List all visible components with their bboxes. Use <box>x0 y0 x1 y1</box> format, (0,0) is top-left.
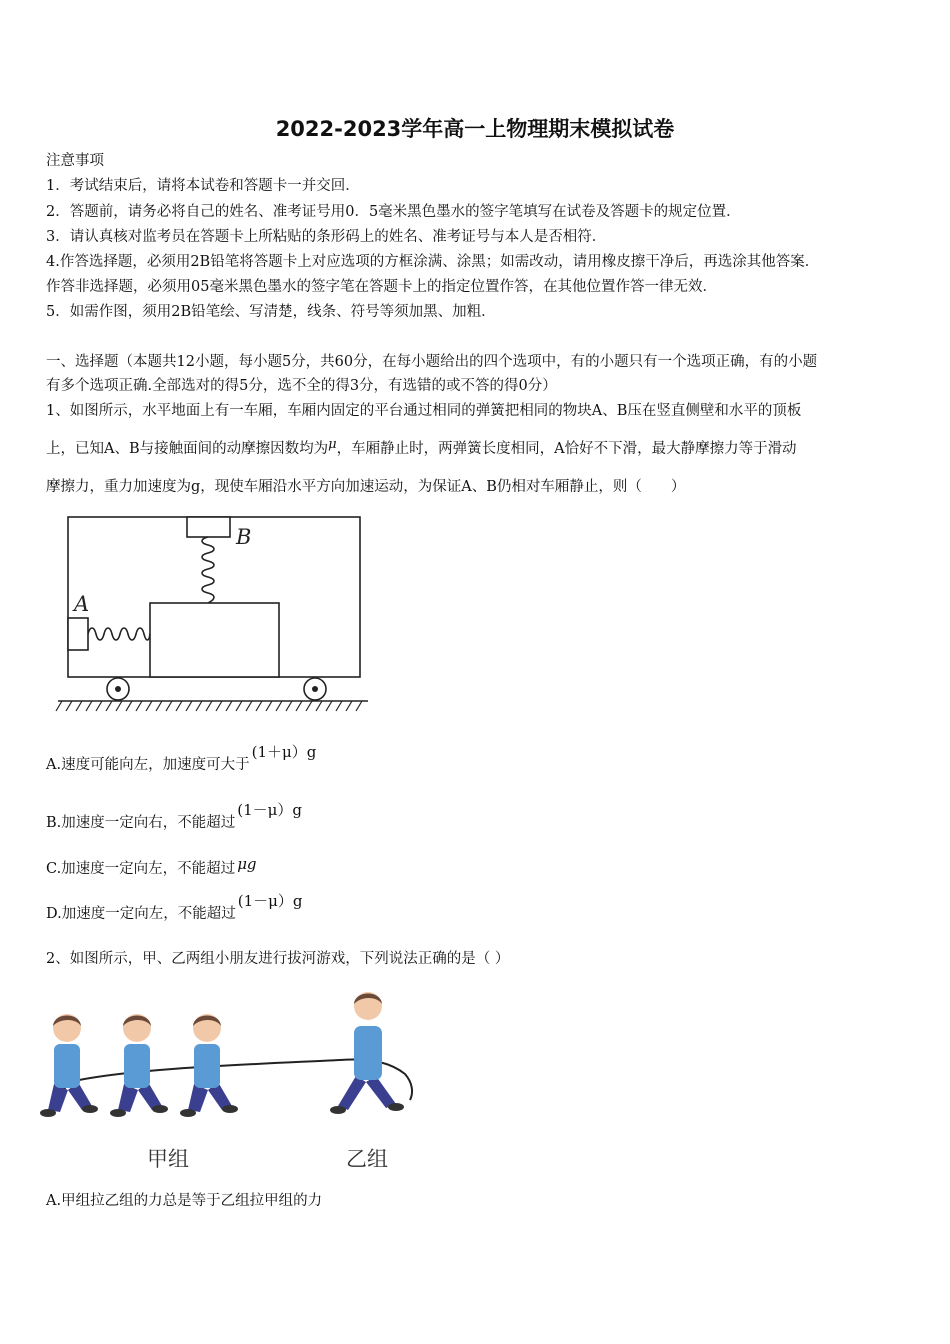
q1-stem-text: ，车厢静止时，两弹簧长度相同，A恰好不下滑，最大静摩擦力等于滑动 <box>336 441 797 457</box>
q1-option-b[interactable] <box>46 801 303 833</box>
platform <box>150 603 279 677</box>
child-yi <box>330 992 404 1114</box>
block-a <box>68 618 88 650</box>
section-line: 一、选择题（本题共12小题，每小题5分，共60分，在每小题给出的四个选项中，有的小题只有一个选项正确，有的小题 <box>46 354 818 370</box>
page-title: 2022-2023学年高一上物理期末模拟试卷 <box>275 117 675 141</box>
section-line: 有多个选项正确.全部选对的得5分，选不全的得3分，有选错的或不答的得0分） <box>46 378 557 394</box>
q1-option-c[interactable] <box>46 855 257 879</box>
q1-stem-line: 摩擦力，重力加速度为g，现使车厢沿水平方向加速运动，为保证A、B仍相对车厢静止，则（ ） <box>46 479 686 495</box>
notice-item: 作答非选择题，必须用05毫米黑色墨水的签字笔在答题卡上的指定位置作答，在其他位置作答一律无效． <box>46 279 717 295</box>
notice-item: 5．如需作图，须用2B铅笔绘、写清楚，线条、符号等须加黑、加粗． <box>46 304 496 320</box>
tug-of-war-figure <box>40 982 430 1132</box>
mu-symbol: μ <box>328 437 337 452</box>
label-yi-group: 乙组 <box>346 1147 388 1171</box>
option-expr: μg <box>237 855 257 873</box>
child-jia-2 <box>110 1014 168 1117</box>
child-jia-1 <box>40 1014 98 1117</box>
notice-item: 3．请认真核对监考员在答题卡上所粘贴的条形码上的姓名、准考证号与本人是否相符． <box>46 229 607 245</box>
option-expr: (1＋μ）g <box>251 743 317 761</box>
block-b <box>187 517 230 537</box>
carriage-figure <box>52 508 382 718</box>
spring-vertical <box>202 537 214 603</box>
q1-option-d[interactable] <box>46 892 303 924</box>
q1-stem-text: 上，已知A、B与接触面间的动摩擦因数均为 <box>46 441 329 457</box>
q2-option-a[interactable]: A.甲组拉乙组的力总是等于乙组拉甲组的力 <box>46 1193 323 1209</box>
option-expr: (1－μ）g <box>237 801 303 819</box>
notice-heading: 注意事项 <box>46 153 104 169</box>
notice-item: 2．答题前，请务必将自己的姓名、准考证号用0．5毫米黑色墨水的签字笔填写在试卷及答题卡的规定位置． <box>46 204 741 220</box>
q1-stem-line <box>46 439 797 460</box>
option-text: B.加速度一定向右，不能超过 <box>46 815 236 831</box>
spring-horizontal <box>88 628 150 640</box>
ground-hatch <box>56 701 362 711</box>
option-text: D.加速度一定向左，不能超过 <box>46 906 236 922</box>
q2-stem: 2、如图所示，甲、乙两组小朋友进行拔河游戏，下列说法正确的是（ ） <box>46 951 510 967</box>
notice-item: 1．考试结束后，请将本试卷和答题卡一并交回． <box>46 178 360 194</box>
label-a: A <box>74 592 90 616</box>
notice-item: 4.作答选择题，必须用2B铅笔将答题卡上对应选项的方框涂满、涂黑；如需改动，请用橡皮擦干净后，再选涂其他答案． <box>46 254 820 270</box>
option-text: C.加速度一定向左，不能超过 <box>46 861 236 877</box>
label-b: B <box>236 525 252 549</box>
option-text: A.速度可能向左，加速度可大于 <box>46 757 250 773</box>
q1-stem-line: 1、如图所示，水平地面上有一车厢，车厢内固定的平台通过相同的弹簧把相同的物块A、B压在竖直侧壁和水平的顶板 <box>46 403 802 419</box>
label-jia-group: 甲组 <box>147 1147 189 1171</box>
q1-option-a[interactable] <box>46 743 317 775</box>
option-expr: (1－μ）g <box>237 892 303 910</box>
